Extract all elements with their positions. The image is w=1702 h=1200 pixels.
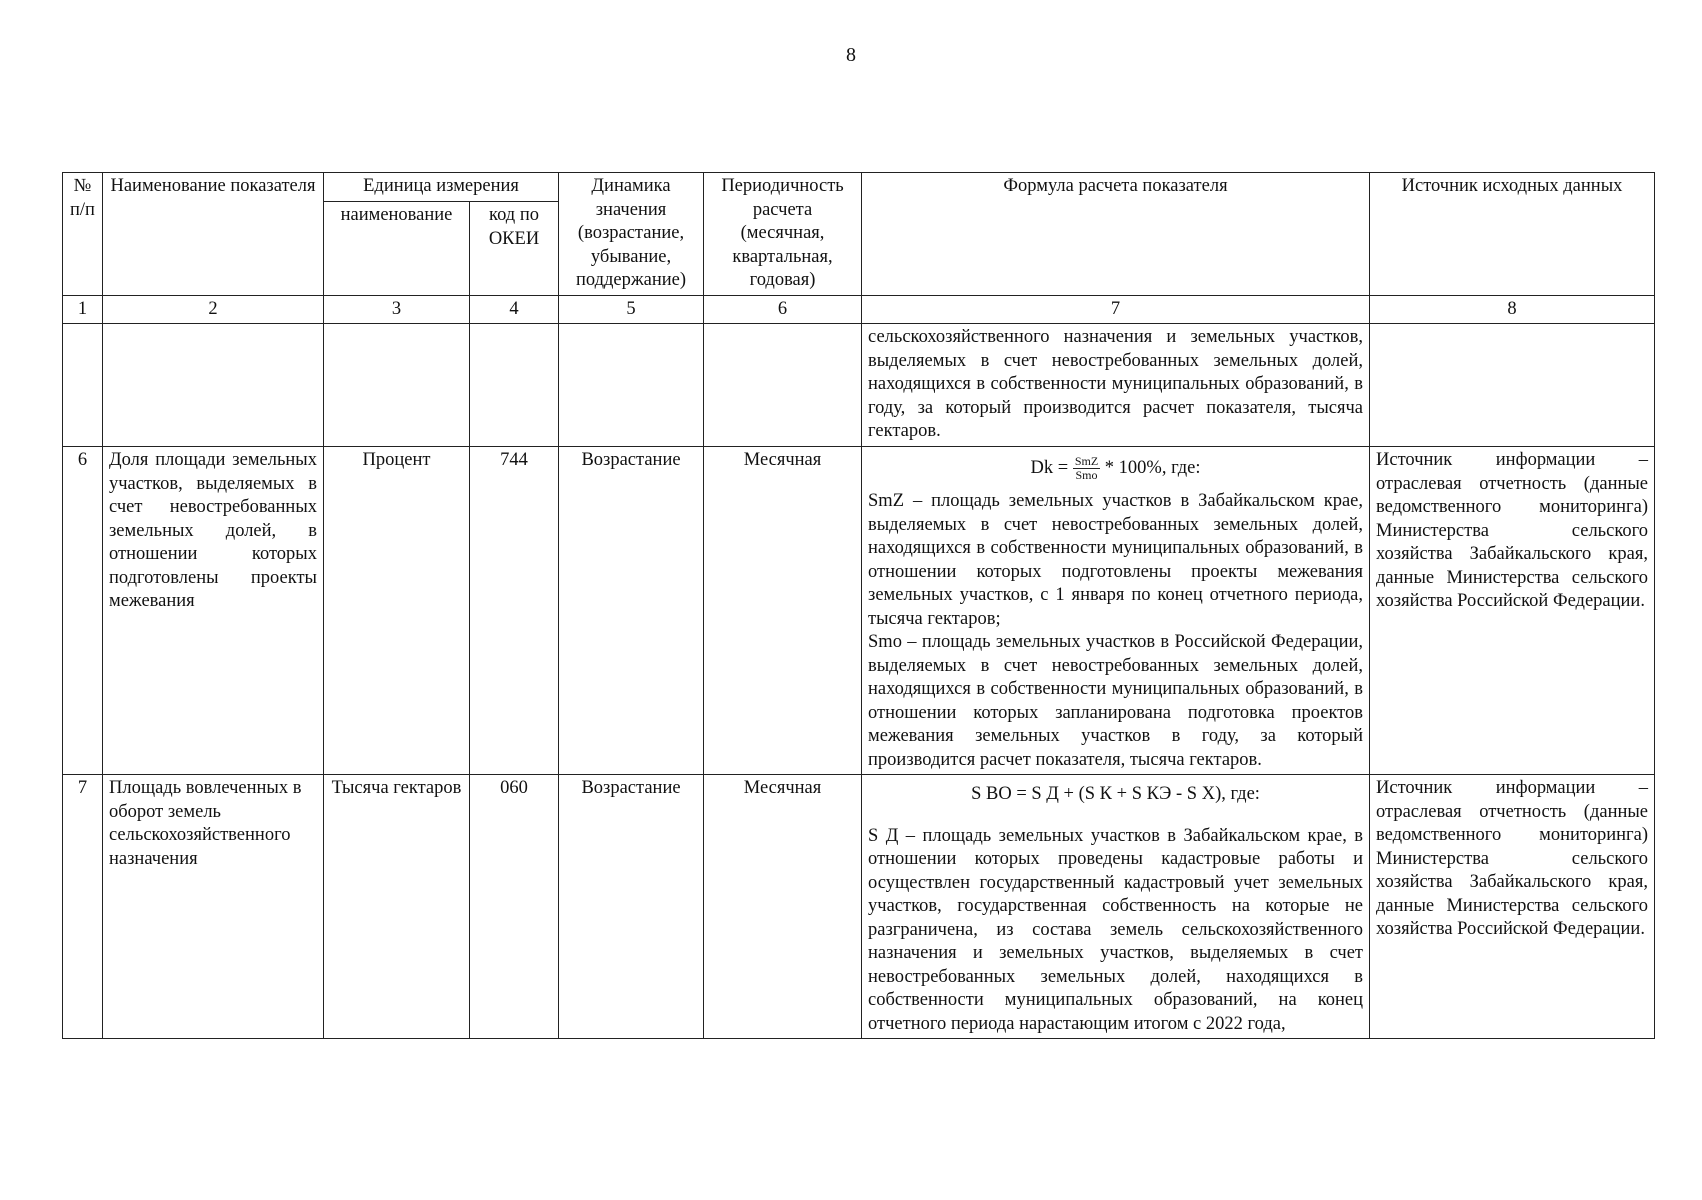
formula-numerator: SmZ	[1074, 454, 1099, 468]
formula-description: SmZ – площадь земельных участков в Забайкальском крае, выделяемых в счет невостребованных земельных долей, находящихся в собственности муниципальных образований, в отношении которых подготовлены проекты межевания земельных участков, с 1 января по конец отчетного периода, тысяча гектаров;	[868, 491, 1364, 629]
row-formula-cell	[862, 775, 1370, 1039]
empty-cell	[704, 324, 862, 447]
column-numbers-row	[63, 295, 1655, 324]
column-number: 8	[1370, 295, 1655, 324]
column-number: 7	[862, 295, 1370, 324]
row-code: 060	[470, 775, 559, 1039]
row-dynamics: Возрастание	[559, 775, 704, 1039]
header-unit-code: код по ОКЕИ	[470, 202, 559, 295]
indicator-table	[62, 172, 1655, 1039]
formula-description: S Д – площадь земельных участков в Забайкальском крае, в отношении которых проведены кадастровые работы и осуществлен государственный кадастровый учет земельных участков, государственная собственность на которые не разграничена, из состава земель сельскохозяйственного назначения и земельных участков, выделяемых в счет невостребованных земельных долей, находящихся в собственности муниципальных образований, на конец отчетного периода нарастающим итогом с 2022 года,	[868, 825, 1364, 1034]
formula-rhs: * 100%, где:	[1104, 457, 1201, 478]
column-number: 5	[559, 295, 704, 324]
formula-lhs: Dk =	[1030, 457, 1069, 478]
page-number: 8	[846, 44, 856, 66]
continuation-text: сельскохозяйственного назначения и земельных участков, выделяемых в счет невостребованных земельных долей, находящихся в собственности муниципальных образований, в году, за который производится расчет показателя, тысяча гектаров.	[862, 324, 1370, 447]
row-periodicity: Месячная	[704, 775, 862, 1039]
empty-cell	[470, 324, 559, 447]
row-source: Источник информации – отраслевая отчетность (данные ведомственного мониторинга) Министерства сельского хозяйства Забайкальского края, данные Министерства сельского хозяйства Российской Федерации.	[1370, 447, 1655, 775]
row-num: 6	[63, 447, 103, 775]
formula	[868, 455, 1363, 482]
formula-fraction	[1073, 455, 1100, 482]
table-row-continuation	[63, 324, 1655, 447]
row-name: Площадь вовлеченных в оборот земель сельскохозяйственного назначения	[103, 775, 324, 1039]
column-number: 2	[103, 295, 324, 324]
formula-denominator: Smo	[1075, 468, 1098, 482]
header-formula: Формула расчета показателя	[862, 173, 1370, 296]
table-row-7	[63, 775, 1655, 1039]
row-unit: Процент	[324, 447, 470, 775]
header-num: № п/п	[63, 173, 103, 296]
column-number: 3	[324, 295, 470, 324]
column-number: 6	[704, 295, 862, 324]
row-dynamics: Возрастание	[559, 447, 704, 775]
row-periodicity: Месячная	[704, 447, 862, 775]
header-unit-name: наименование	[324, 202, 470, 295]
empty-cell	[103, 324, 324, 447]
header-source: Источник исходных данных	[1370, 173, 1655, 296]
row-num: 7	[63, 775, 103, 1039]
empty-cell	[324, 324, 470, 447]
header-row-1	[63, 173, 1655, 202]
header-periodicity: Периодичность расчета (месячная, квартальная, годовая)	[704, 173, 862, 296]
formula-description: Smo – площадь земельных участков в Российской Федерации, выделяемых в счет невостребованных земельных долей, находящихся в собственности муниципальных образований, в отношении которых запланирована подготовка проектов межевания земельных участков в году, за который производится расчет показателя, тысяча гектаров.	[868, 632, 1364, 770]
empty-cell	[1370, 324, 1655, 447]
row-source: Источник информации – отраслевая отчетность (данные ведомственного мониторинга) Министерства сельского хозяйства Забайкальского края, данные Министерства сельского хозяйства Российской Федерации.	[1370, 775, 1655, 1039]
column-number: 4	[470, 295, 559, 324]
header-unit-group: Единица измерения	[324, 173, 559, 202]
row-code: 744	[470, 447, 559, 775]
row-name: Доля площади земельных участков, выделяемых в счет невостребованных земельных долей, в отношении которых подготовлены проекты межевания	[103, 447, 324, 775]
header-dynamics: Динамика значения (возрастание, убывание, поддержание)	[559, 173, 704, 296]
formula: S ВО = S Д + (S К + S КЭ - S Х), где:	[971, 784, 1260, 804]
column-number: 1	[63, 295, 103, 324]
row-formula-cell	[862, 447, 1370, 775]
empty-cell	[63, 324, 103, 447]
header-name: Наименование показателя	[103, 173, 324, 296]
table-row-6	[63, 447, 1655, 775]
empty-cell	[559, 324, 704, 447]
row-unit: Тысяча гектаров	[324, 775, 470, 1039]
